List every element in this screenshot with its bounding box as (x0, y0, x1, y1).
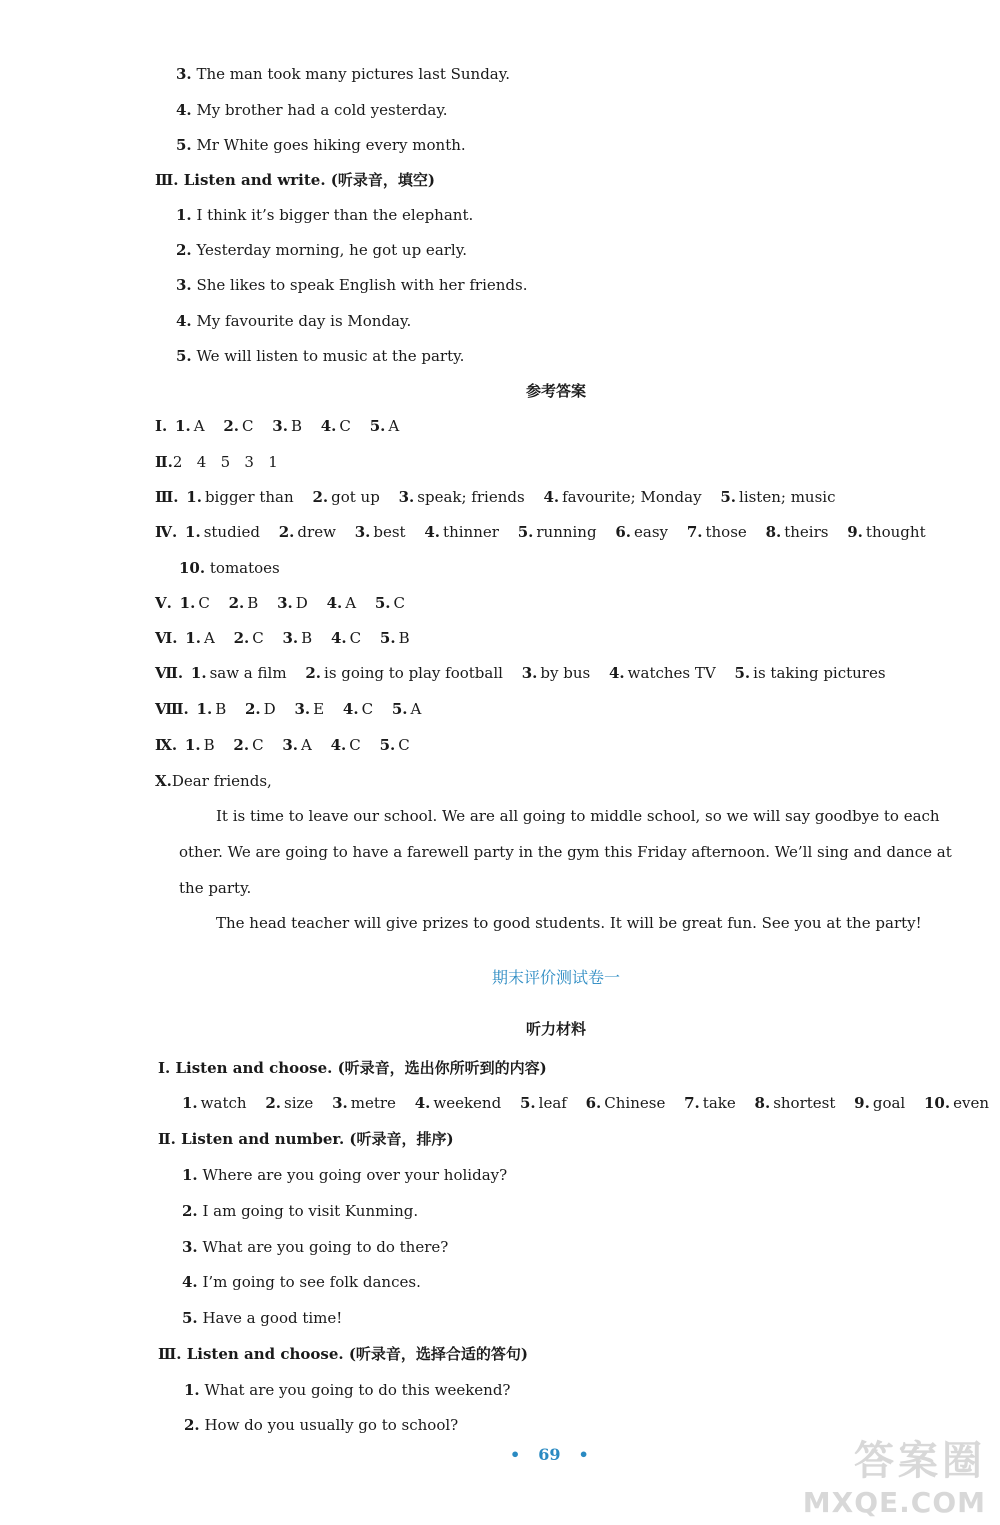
listening-item: 2. Yesterday morning, he got up early. (176, 241, 467, 259)
exam-subtitle: 听力材料 (525, 1020, 586, 1038)
section-heading: Ⅰ. Listen and choose. (听录音，选出你所听到的内容) (158, 1059, 547, 1077)
answers-title: 参考答案 (525, 382, 586, 400)
listening-item: 2. I am going to visit Kunming. (182, 1202, 419, 1220)
listening-item: 1. What are you going to do this weekend? (184, 1381, 511, 1399)
listening-item: 3. She likes to speak English with her friends. (176, 276, 528, 294)
listening-item: 5. Mr White goes hiking every month. (176, 136, 466, 154)
answer-row-cont: 10. tomatoes (179, 559, 280, 577)
answer-row: Ⅸ. 1. B 2. C 3. A 4. C 5. C (155, 736, 410, 754)
listening-item: 4. My brother had a cold yesterday. (176, 101, 448, 119)
answer-row: Ⅱ.2 4 5 3 1 (155, 453, 278, 471)
answer-row: Ⅳ. 1. studied 2. drew 3. best 4. thinner 5. running 6. easy 7. those 8. theirs 9. thought (155, 523, 926, 541)
listening-item: 1. I think it’s bigger than the elephant. (176, 206, 474, 224)
watermark-logo-text: 答案圈 (854, 1438, 986, 1484)
letter-line: other. We are going to have a farewell party in the gym this Friday afternoon. We’ll sing and dance at (179, 843, 952, 861)
section-heading: Ⅲ. Listen and write. (听录音，填空) (155, 171, 435, 189)
listening-item: 5. Have a good time! (182, 1309, 343, 1327)
answer-row: Ⅶ. 1. saw a film 2. is going to play football 3. by bus 4. watches TV 5. is taking pictures (155, 664, 886, 682)
word-list: 1. watch 2. size 3. metre 4. weekend 5. leaf 6. Chinese 7. take 8. shortest 9. goal 10. even (182, 1094, 989, 1112)
listening-item: 4. My favourite day is Monday. (176, 312, 412, 330)
listening-item: 4. I’m going to see folk dances. (182, 1273, 421, 1291)
answer-row: Ⅵ. 1. A 2. C 3. B 4. C 5. B (155, 629, 410, 647)
letter-line: the party. (179, 879, 252, 897)
watermark-url: MXQE.COM (802, 1486, 986, 1519)
letter-greeting: Ⅹ.Dear friends, (155, 772, 272, 790)
listening-item: 1. Where are you going over your holiday? (182, 1166, 508, 1184)
answer-row: Ⅴ. 1. C 2. B 3. D 4. A 5. C (155, 594, 406, 612)
section-heading: Ⅱ. Listen and number. (听录音，排序) (158, 1130, 454, 1148)
answer-row: Ⅰ. 1. A 2. C 3. B 4. C 5. A (155, 417, 400, 435)
letter-line: It is time to leave our school. We are all going to middle school, so we will say goodbye to each (216, 807, 940, 825)
listening-item: 5. We will listen to music at the party. (176, 347, 465, 365)
section-heading: Ⅲ. Listen and choose. (听录音，选择合适的答句) (158, 1345, 529, 1363)
listening-item: 3. The man took many pictures last Sunday. (176, 65, 511, 83)
listening-item: 3. What are you going to do there? (182, 1238, 449, 1256)
answer-row: Ⅷ. 1. B 2. D 3. E 4. C 5. A (155, 700, 422, 718)
listening-item: 2. How do you usually go to school? (184, 1416, 459, 1434)
watermark (803, 1429, 986, 1519)
letter-line: The head teacher will give prizes to good students. It will be great fun. See you at the party! (216, 914, 922, 932)
answer-row: Ⅲ. 1. bigger than 2. got up 3. speak; friends 4. favourite; Monday 5. listen; music (155, 488, 836, 506)
exam-title: 期末评价测试卷一 (491, 968, 620, 987)
page-number: • 69 • (510, 1445, 589, 1464)
